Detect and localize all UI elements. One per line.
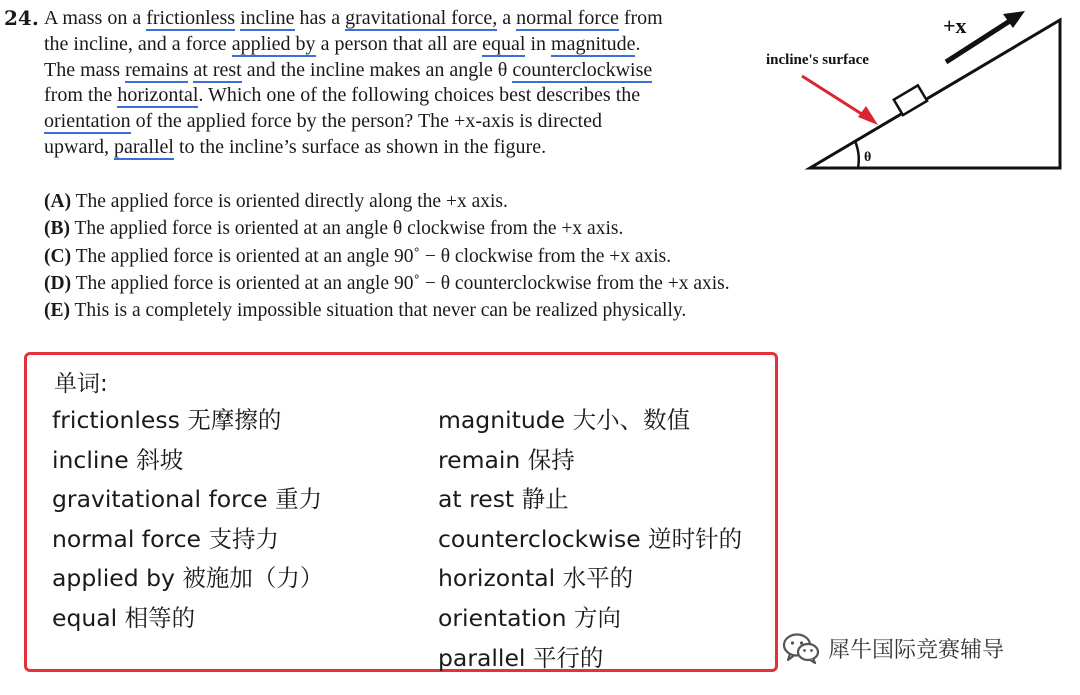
- vocab-item: incline 斜坡: [52, 445, 184, 474]
- question-text-segment: the incline, and a force: [44, 32, 232, 55]
- vocabulary-left-column: [52, 401, 323, 639]
- vocab-item: horizontal 水平的: [438, 564, 634, 593]
- question-text-segment: .: [635, 32, 641, 55]
- underlined-term: magnitude: [551, 32, 636, 55]
- underlined-term: orientation: [44, 110, 131, 133]
- question-text-segment: . Which one of the following choices best describes the: [198, 84, 641, 107]
- incline-triangle: [810, 20, 1060, 168]
- underlined-term: frictionless: [146, 7, 236, 29]
- question-text-segment: a person that all are: [315, 32, 483, 55]
- question-number: 24.: [4, 6, 39, 30]
- vocab-item: at rest 静止: [438, 485, 569, 514]
- vocabulary-right-column: [438, 401, 742, 678]
- option-text: The applied force is oriented at an angle 90˚ − θ counterclockwise from the +x axis.: [71, 272, 730, 294]
- option-label: (D): [44, 272, 72, 294]
- incline-diagram: [760, 0, 1070, 180]
- answer-options: [44, 188, 864, 324]
- underlined-term: equal: [482, 32, 526, 55]
- option-label: (E): [44, 300, 70, 322]
- underlined-term: at rest: [193, 58, 242, 81]
- option-text: The applied force is oriented at an angle 90˚ − θ clockwise from the +x axis.: [71, 245, 672, 267]
- question-text-segment: The mass: [44, 58, 126, 81]
- option-e[interactable]: [44, 297, 864, 324]
- question-text-segment: of the applied force by the person? The +x-axis is directed: [130, 110, 602, 133]
- vocab-item: orientation 方向: [438, 603, 622, 632]
- vocab-item: frictionless 无摩擦的: [52, 406, 282, 434]
- underlined-term: parallel: [113, 135, 174, 158]
- option-text: The applied force is oriented directly along the +x axis.: [71, 191, 508, 212]
- option-label: (A): [44, 191, 72, 212]
- question-line: [44, 109, 744, 135]
- question-text-segment: to the incline’s surface as shown in the figure.: [173, 135, 547, 158]
- question-line: [44, 135, 744, 161]
- underlined-term: normal force: [516, 7, 619, 29]
- underlined-term: counterclockwise: [512, 58, 653, 81]
- question-text-segment: in: [525, 32, 552, 55]
- question-text-segment: a: [497, 7, 517, 29]
- surface-pointer: [802, 76, 868, 118]
- question-line: [44, 58, 744, 84]
- option-c[interactable]: [44, 243, 864, 270]
- watermark: [782, 632, 1004, 664]
- question-text-segment: upward,: [44, 135, 114, 158]
- question-text: [44, 6, 744, 161]
- surface-pointer-arrowhead: [858, 106, 878, 125]
- angle-label: θ: [864, 150, 872, 165]
- x-axis-label: +x: [943, 13, 967, 38]
- question-text-segment: has a: [294, 7, 346, 29]
- underlined-term: gravitational force,: [345, 7, 498, 29]
- question-line: [44, 83, 744, 109]
- question-text-segment: from the: [44, 84, 118, 107]
- question-line: [44, 6, 744, 32]
- surface-label: incline's surface: [766, 52, 869, 68]
- vocab-item: normal force 支持力: [52, 524, 279, 553]
- watermark-text: 犀牛国际竞赛辅导: [828, 637, 1005, 663]
- vocab-item: remain 保持: [438, 445, 575, 474]
- vocab-item: parallel 平行的: [438, 643, 604, 672]
- vocab-item: applied by 被施加（力）: [52, 564, 324, 593]
- option-d[interactable]: [44, 270, 864, 297]
- option-text: This is a completely impossible situation that never can be realized physically.: [70, 300, 687, 322]
- underlined-term: applied by: [231, 32, 316, 55]
- vocab-item: equal 相等的: [52, 603, 196, 632]
- mass-block: [894, 85, 927, 115]
- option-label: (C): [44, 245, 72, 267]
- vocabulary-title: 单词:: [54, 371, 108, 397]
- underlined-term: horizontal: [117, 84, 199, 107]
- vocab-item: counterclockwise 逆时针的: [438, 524, 743, 553]
- option-b[interactable]: [44, 215, 864, 242]
- question-text-segment: from: [618, 7, 663, 29]
- option-a[interactable]: [44, 188, 864, 215]
- vocab-item: gravitational force 重力: [52, 485, 323, 514]
- angle-arc: [855, 141, 859, 168]
- vocab-item: magnitude 大小、数值: [438, 406, 691, 434]
- underlined-term: incline: [240, 7, 295, 29]
- option-text: The applied force is oriented at an angle θ clockwise from the +x axis.: [70, 218, 624, 240]
- option-label: (B): [44, 218, 70, 240]
- vocabulary-box: [24, 352, 778, 672]
- underlined-term: remains: [125, 58, 189, 81]
- question-text-segment: and the incline makes an angle θ: [241, 58, 513, 81]
- question-line: [44, 32, 744, 58]
- wechat-icon: [782, 632, 820, 664]
- question-text-segment: A mass on a: [44, 7, 147, 29]
